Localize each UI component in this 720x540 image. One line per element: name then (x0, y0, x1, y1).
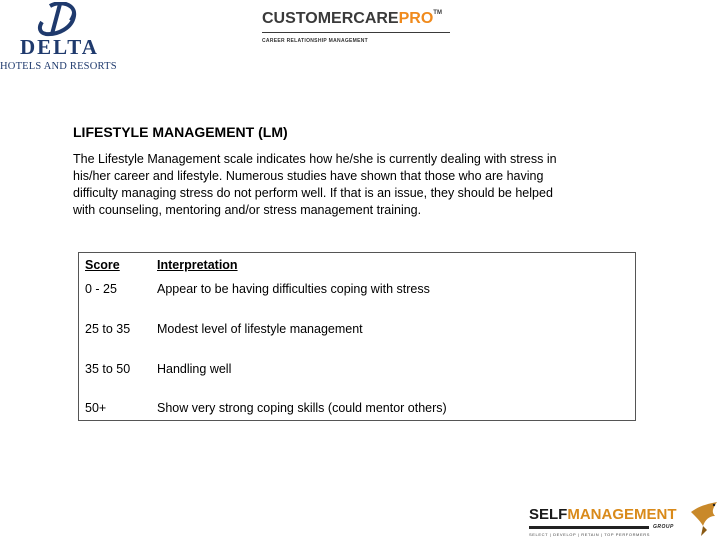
score-cell: 0 - 25 (85, 282, 117, 296)
section-description (73, 151, 633, 219)
delta-logo (0, 0, 130, 78)
score-cell: 25 to 35 (85, 322, 131, 336)
description-line: The Lifestyle Management scale indicates how he/she is currently dealing with stress in (73, 152, 557, 166)
sm-logo-group: GROUP (653, 524, 674, 530)
interpretation-cell: Show very strong coping skills (could mentor others) (157, 401, 447, 415)
section-title: LIFESTYLE MANAGEMENT (LM) (73, 124, 288, 140)
ccp-logo-part1: CUSTOMERCARE (262, 10, 399, 27)
description-line: with counseling, mentoring and/or stress management training. (73, 203, 422, 217)
ccp-logo-title (262, 10, 442, 28)
customer-care-pro-logo (262, 10, 462, 50)
score-interpretation-table (78, 252, 636, 421)
description-line: his/her career and lifestyle. Numerous studies have shown that those who are having (73, 169, 544, 183)
interpretation-cell: Handling well (157, 362, 232, 376)
interpretation-cell: Appear to be having difficulties coping with stress (157, 282, 430, 296)
header-score: Score (85, 258, 120, 272)
sm-logo-part1: SELF (529, 506, 568, 523)
sm-logo-tagline: SELECT | DEVELOP | RETAIN | TOP PERFORMERS (529, 532, 651, 537)
interpretation-cell: Modest level of lifestyle management (157, 322, 363, 336)
description-line: difficulty managing stress do not perform well. If that is an issue, they should be helped (73, 186, 553, 200)
score-cell: 50+ (85, 401, 107, 415)
ccp-logo-part2: PRO (398, 10, 434, 27)
score-cell: 35 to 50 (85, 362, 131, 376)
ccp-logo-rule (262, 32, 450, 33)
header-interpretation: Interpretation (157, 258, 238, 272)
self-management-logo (527, 500, 720, 540)
delta-logo-name: DELTA (20, 35, 99, 59)
eagle-icon (689, 500, 720, 540)
ccp-logo-trademark: TM (433, 10, 442, 16)
sm-logo-part2: MANAGEMENT (567, 506, 677, 523)
delta-logo-subtitle: HOTELS AND RESORTS (0, 61, 117, 72)
delta-logo-mark-icon (30, 2, 88, 38)
ccp-logo-tagline: CAREER RELATIONSHIP MANAGEMENT (262, 38, 369, 44)
sm-logo-title (529, 506, 677, 523)
sm-logo-bar (529, 526, 649, 529)
